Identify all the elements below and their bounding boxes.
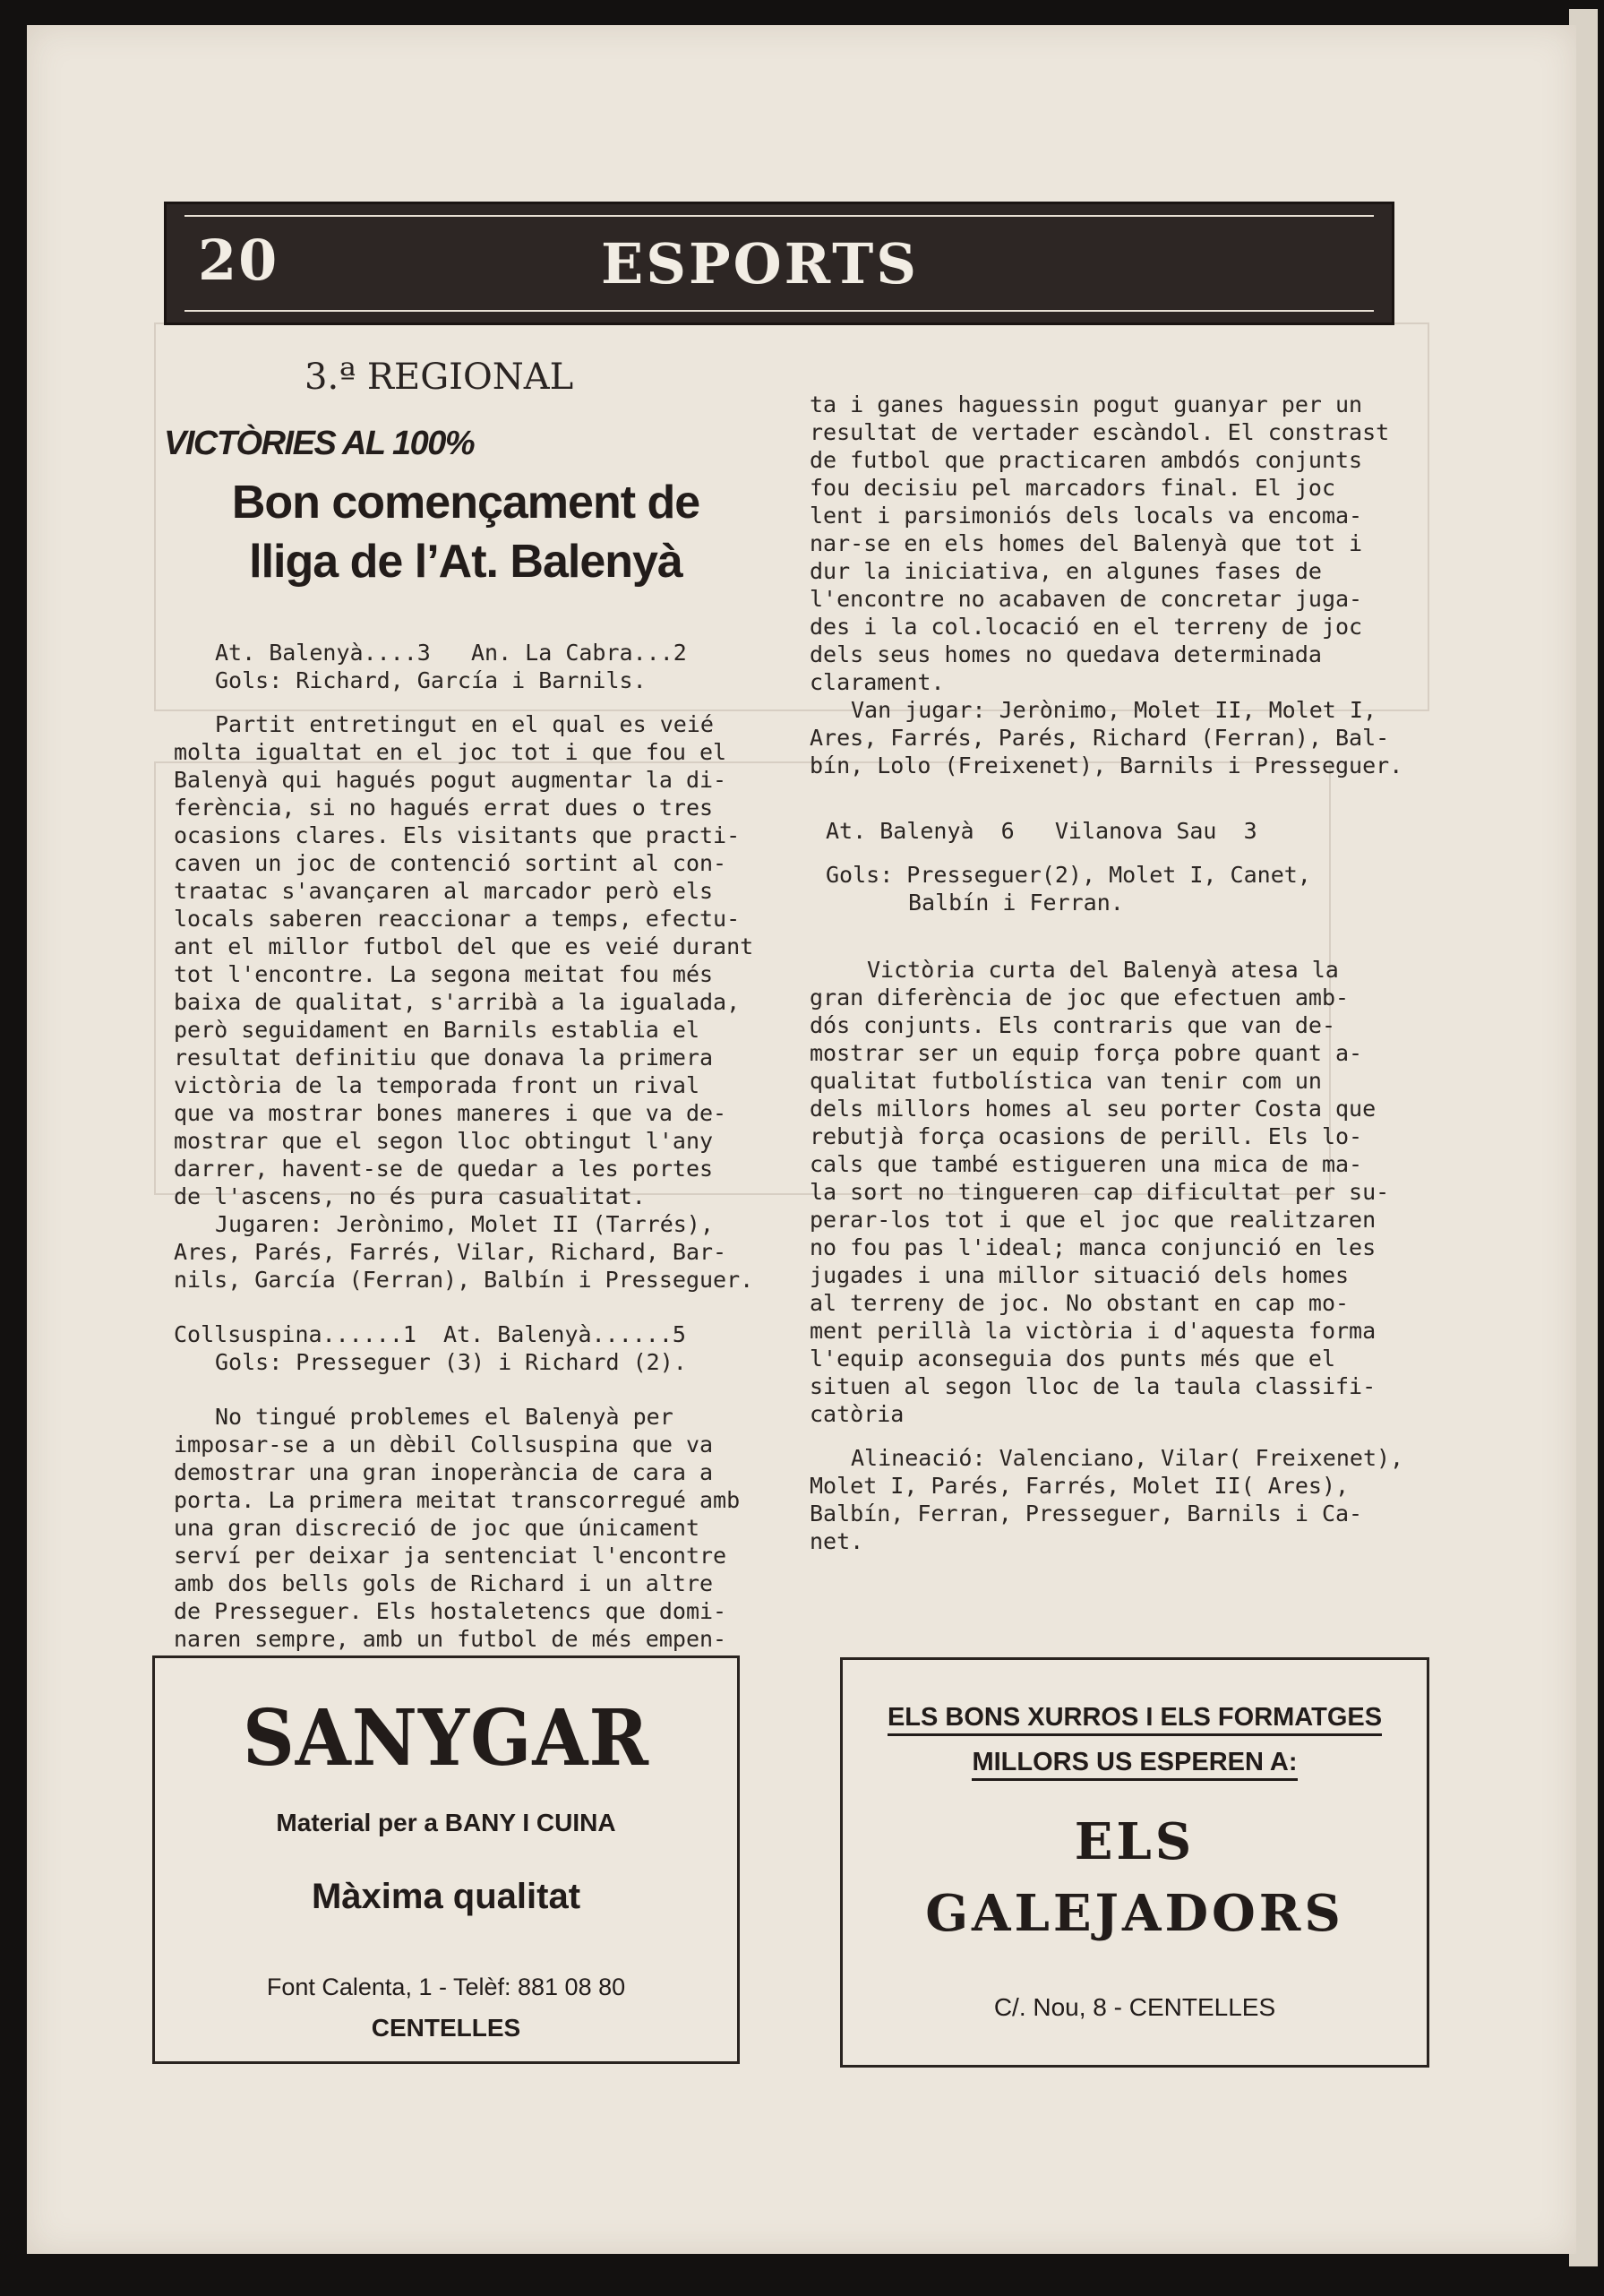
text-line: caven un joc de contenció sortint al con- [174, 850, 727, 876]
text-line: Jugaren: Jerònimo, Molet II (Tarrés), [215, 1211, 714, 1237]
text-line: l'equip aconseguia dos punts més que el [810, 1346, 1335, 1372]
text-line: que va mostrar bones maneres i que va de- [174, 1100, 727, 1126]
match2-body [174, 1403, 765, 1653]
text-line: amb dos bells gols de Richard i un altre [174, 1570, 714, 1596]
galejadors-name-2: GALEJADORS [925, 1884, 1344, 1943]
text-line: cals que també estigueren una mica de ma- [810, 1151, 1363, 1177]
text-line: serví per deixar ja sentenciat l'encontre [174, 1543, 727, 1569]
text-line: Balenyà qui hagués pogut augmentar la di- [174, 767, 727, 793]
text-line: però seguidament en Barnils establia el [174, 1017, 699, 1043]
text-line: ocasions clares. Els visitants que practi- [174, 822, 741, 848]
match3-goals-line1: Gols: Presseguer(2), Molet I, Canet, [826, 862, 1311, 888]
match3-goals-line2: Balbín i Ferran. [908, 890, 1124, 916]
text-line: Alineació: Valenciano, Vilar( Freixenet), [851, 1445, 1404, 1471]
text-line: rebutjà força ocasions de perill. Els lo- [810, 1123, 1363, 1149]
text-line: Ares, Farrés, Parés, Richard (Ferran), Bal- [810, 725, 1390, 751]
text-line: dur la iniciativa, en algunes fases de [810, 558, 1322, 584]
text-line: jugades i una millor situació dels homes [810, 1262, 1350, 1288]
galejadors-line-2: MILLORS US ESPEREN A: [843, 1748, 1427, 1777]
text-line: traatac s'avançaren al marcador però els [174, 878, 714, 904]
text-line: de Presseguer. Els hostaletencs que domi- [174, 1598, 727, 1624]
text-line: tot l'encontre. La segona meitat fou més [174, 961, 714, 987]
match3-lineup [810, 1444, 1419, 1555]
text-line: locals saberen reaccionar a temps, efectu- [174, 906, 741, 932]
galejadors-name-1: ELS [1074, 1812, 1196, 1871]
header-rule-bottom [184, 310, 1374, 312]
match1-score: At. Balenyà....3 An. La Cabra...2 [215, 640, 687, 666]
text-line: fou decisiu pel marcadors final. El joc [810, 475, 1335, 501]
text-line: Balbín, Ferran, Presseguer, Barnils i Ca- [810, 1501, 1363, 1526]
header-rule-top [184, 215, 1374, 217]
article-subhead: VICTÒRIES AL 100% [164, 425, 475, 462]
text-line: mostrar ser un equip força pobre quant a- [810, 1040, 1363, 1066]
text-line: resultat definitiu que donava la primera [174, 1045, 714, 1071]
right-column [810, 391, 1419, 1555]
text-line: net. [810, 1528, 864, 1554]
text-line: baixa de qualitat, s'arribà a la igualada, [174, 989, 741, 1015]
text-line: gran diferència de joc que efectuen amb- [810, 985, 1350, 1010]
text-line: victòria de la temporada front un rival [174, 1072, 699, 1098]
text-line: ta i ganes haguessin pogut guanyar per un [810, 391, 1363, 417]
sanygar-town: CENTELLES [371, 2014, 521, 2042]
text-line: l'encontre no acabaven de concretar juga- [810, 586, 1363, 612]
text-line: darrer, havent-se de quedar a les portes [174, 1156, 714, 1182]
text-line: al terreny de joc. No obstant en cap mo- [810, 1290, 1350, 1316]
match3-body [810, 956, 1419, 1428]
text-line: qualitat futbolística van tenir com un [810, 1068, 1322, 1094]
text-line: molta igualtat en el joc tot i que fou el [174, 739, 727, 765]
text-line: situen al segon lloc de la taula classifi- [810, 1373, 1377, 1399]
match2-lineup [810, 696, 1419, 779]
text-line: nils, García (Ferran), Balbín i Presseguer. [174, 1267, 754, 1293]
match1-goals: Gols: Richard, García i Barnils. [215, 667, 647, 693]
text-line: dels millors homes al seu porter Costa que [810, 1096, 1377, 1122]
text-line: imposar-se a un dèbil Collsuspina que va [174, 1432, 714, 1458]
text-line: lent i parsimoniós dels locals va encoma- [810, 503, 1363, 529]
left-column [174, 639, 765, 1653]
article-kicker: 3.ª REGIONAL [305, 357, 574, 398]
text-line: dels seus homes no quedava determinada [810, 641, 1322, 667]
match2-score: Collsuspina......1 At. Balenyà......5 [174, 1321, 686, 1347]
text-line: Partit entretingut en el qual es veié [215, 711, 714, 737]
match3-score: At. Balenyà 6 Vilanova Sau 3 [826, 818, 1257, 844]
text-line: la sort no tingueren cap dificultat per su- [810, 1179, 1390, 1205]
galejadors-address: C/. Nou, 8 - CENTELLES [993, 1993, 1276, 2021]
text-line: perar-los tot i que el joc que realitzaren [810, 1207, 1377, 1233]
sanygar-address: Font Calenta, 1 - Telèf: 881 08 80 [266, 1974, 626, 2000]
sanygar-quality: Màxima qualitat [311, 1877, 581, 1916]
text-line: porta. La primera meitat transcorregué amb [174, 1487, 741, 1513]
article-headline [170, 473, 761, 591]
galejadors-line-1: ELS BONS XURROS I ELS FORMATGES [843, 1703, 1427, 1733]
section-title: ESPORTS [601, 231, 920, 297]
page-number: 20 [198, 228, 279, 293]
match2-continued [810, 391, 1419, 696]
text-line: dós conjunts. Els contraris que van de- [810, 1012, 1335, 1038]
text-line: demostrar una gran inoperància de cara a [174, 1459, 714, 1485]
headline-line-2: lliga de l’At. Balenyà [249, 536, 682, 588]
sanygar-brand: SANYGAR [243, 1692, 649, 1784]
text-line: Van jugar: Jerònimo, Molet II, Molet I, [851, 697, 1377, 723]
match1-body [174, 710, 765, 1210]
text-line: clarament. [810, 669, 945, 695]
text-line: ment perillà la victòria i d'aquesta forma [810, 1318, 1377, 1344]
text-line: mostrar que el segon lloc obtingut l'any [174, 1128, 714, 1154]
sanygar-ad [152, 1655, 740, 2064]
text-line: de l'ascens, no és pura casualitat. [174, 1183, 646, 1209]
text-line: Ares, Parés, Farrés, Vilar, Richard, Bar- [174, 1239, 727, 1265]
text-line: Molet I, Parés, Farrés, Molet II( Ares), [810, 1473, 1350, 1499]
text-line: des i la col.locació en el terreny de joc [810, 614, 1363, 640]
text-line: No tingué problemes el Balenyà per [215, 1404, 673, 1430]
text-line: de futbol que practicaren ambdós conjunts [810, 447, 1363, 473]
text-line: Victòria curta del Balenyà atesa la [867, 957, 1339, 983]
section-header-bar [164, 202, 1394, 325]
text-line: bín, Lolo (Freixenet), Barnils i Presseguer. [810, 752, 1403, 778]
text-line: no fou pas l'ideal; manca conjunció en les [810, 1234, 1377, 1260]
text-line: catòria [810, 1401, 905, 1427]
match1-lineup [174, 1210, 765, 1294]
text-line: resultat de vertader escàndol. El constrast [810, 419, 1390, 445]
text-line: ant el millor futbol del que es veié durant [174, 933, 754, 959]
text-line: nar-se en els homes del Balenyà que tot i [810, 530, 1363, 556]
galejadors-ad [840, 1657, 1429, 2068]
text-line: una gran discreció de joc que únicament [174, 1515, 699, 1541]
text-line: naren sempre, amb un futbol de més empen- [174, 1626, 727, 1652]
sanygar-tagline: Material per a BANY I CUINA [276, 1809, 616, 1836]
match2-goals: Gols: Presseguer (3) i Richard (2). [215, 1349, 687, 1375]
headline-line-1: Bon començament de [231, 477, 700, 529]
text-line: ferència, si no hagués errat dues o tres [174, 795, 714, 821]
